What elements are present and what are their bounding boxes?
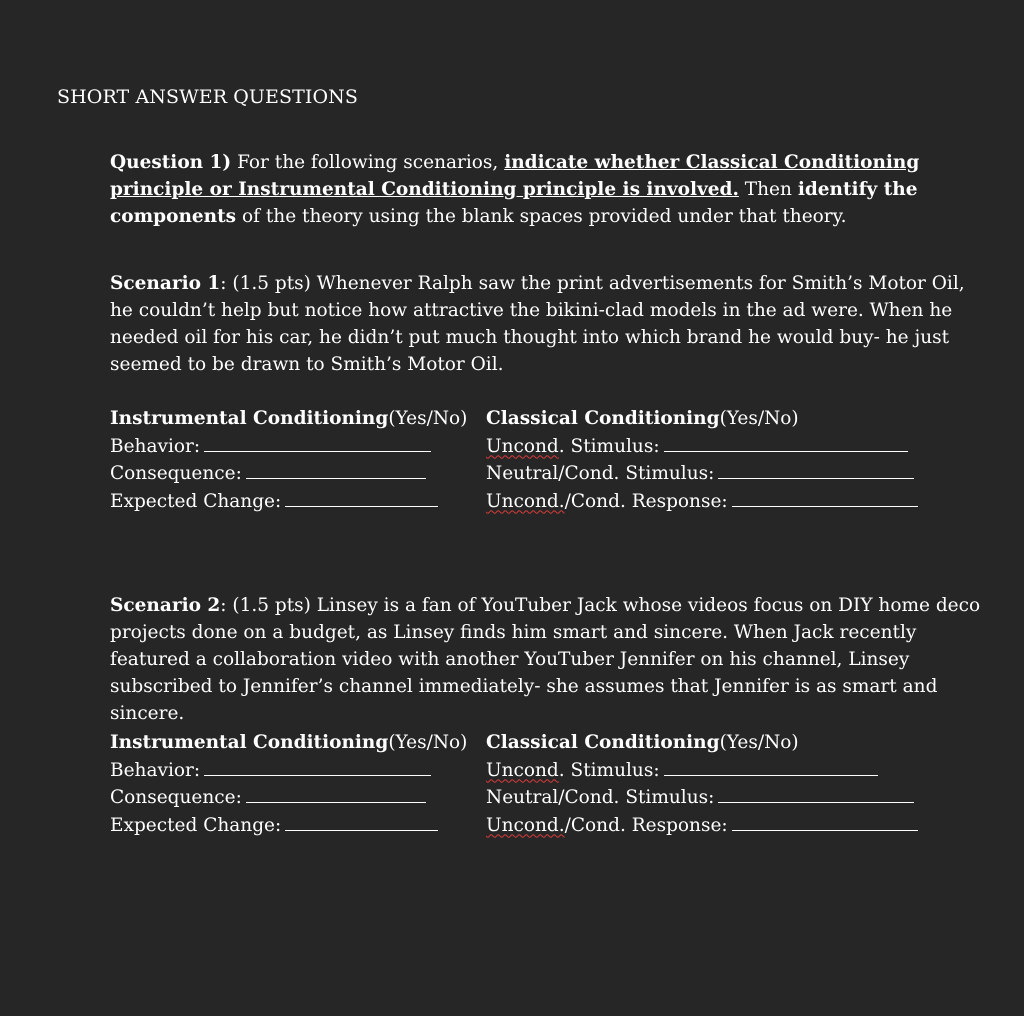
consequence-label: Consequence: [110, 463, 242, 484]
behavior-row [110, 433, 470, 461]
neutral-stimulus-blank[interactable] [718, 460, 914, 479]
consequence-row [110, 784, 470, 812]
scenario-1-label: Scenario 1 [110, 273, 221, 294]
expected-change-row [110, 488, 470, 516]
scenario-2 [110, 592, 990, 727]
uncond-stimulus-label: . Stimulus: [558, 759, 660, 781]
consequence-blank[interactable] [246, 460, 426, 479]
scenario-1-text: (1.5 pts) Whenever Ralph saw the print advertisements for Smith’s Motor Oil, he couldn’t help but notice how attractive the bikini-clad models in the ad were. When he needed oil for his car, he didn’t put much thought into which brand he would buy- he just seemed to be drawn to Smith’s Motor Oil. [110, 273, 965, 375]
uncond-stimulus-row [486, 757, 966, 785]
scenario-1 [110, 270, 990, 378]
instrumental-column [110, 405, 470, 515]
instrumental-title-row [110, 405, 470, 433]
uncond-response-label: /Cond. Response: [564, 490, 728, 512]
neutral-stimulus-label: Neutral/Cond. Stimulus: [486, 463, 715, 484]
uncond-stimulus-blank[interactable] [664, 433, 908, 452]
section-heading: SHORT ANSWER QUESTIONS [57, 86, 359, 108]
uncond-response-blank[interactable] [732, 812, 918, 831]
behavior-row [110, 757, 470, 785]
behavior-label: Behavior: [110, 759, 201, 781]
uncond-response-row [486, 488, 966, 516]
uncond-stimulus-row [486, 433, 966, 461]
neutral-stimulus-blank[interactable] [718, 784, 914, 803]
behavior-label: Behavior: [110, 435, 201, 457]
uncond-response-word: Uncond. [486, 490, 565, 512]
instrumental-title-row [110, 729, 470, 757]
question-1-bold-instruction: identify the components [110, 179, 918, 227]
uncond-stimulus-blank[interactable] [664, 757, 878, 776]
uncond-response-word: Uncond. [486, 814, 565, 836]
classical-yesno: (Yes/No) [719, 408, 799, 429]
behavior-blank[interactable] [204, 757, 431, 776]
instrumental-title: Instrumental Conditioning [110, 732, 389, 753]
neutral-stimulus-row [486, 784, 966, 812]
instrumental-title: Instrumental Conditioning [110, 408, 389, 429]
uncond-word: Uncond [486, 435, 559, 457]
consequence-blank[interactable] [246, 784, 426, 803]
question-1-label: Question 1) [110, 152, 232, 173]
expected-change-row [110, 812, 470, 840]
scenario-1-colon: : [220, 273, 227, 294]
instrumental-yesno: (Yes/No) [388, 408, 468, 429]
classical-title-row [486, 729, 966, 757]
scenario-2-colon: : [220, 595, 227, 616]
question-1-text-b: Then [738, 179, 798, 200]
expected-change-blank[interactable] [285, 812, 438, 831]
question-1-text-c: of the theory using the blank spaces provided under that theory. [236, 206, 847, 227]
question-1 [110, 149, 990, 230]
classical-yesno: (Yes/No) [719, 732, 799, 753]
expected-change-label: Expected Change: [110, 814, 282, 836]
uncond-response-blank[interactable] [732, 488, 918, 507]
classical-column [486, 405, 966, 515]
expected-change-label: Expected Change: [110, 490, 282, 512]
instrumental-column [110, 729, 470, 839]
classical-title: Classical Conditioning [486, 408, 720, 429]
consequence-label: Consequence: [110, 787, 242, 808]
classical-title-row [486, 405, 966, 433]
classical-title: Classical Conditioning [486, 732, 720, 753]
neutral-stimulus-label: Neutral/Cond. Stimulus: [486, 787, 715, 808]
uncond-response-row [486, 812, 966, 840]
behavior-blank[interactable] [204, 433, 431, 452]
instrumental-yesno: (Yes/No) [388, 732, 468, 753]
uncond-response-label: /Cond. Response: [564, 814, 728, 836]
uncond-word: Uncond [486, 759, 559, 781]
neutral-stimulus-row [486, 460, 966, 488]
uncond-stimulus-label: . Stimulus: [558, 435, 660, 457]
question-1-text-a: For the following scenarios, [231, 152, 505, 173]
consequence-row [110, 460, 470, 488]
classical-column [486, 729, 966, 839]
scenario-2-label: Scenario 2 [110, 595, 221, 616]
scenario-2-text: (1.5 pts) Linsey is a fan of YouTuber Jack whose videos focus on DIY home deco projects done on a budget, as Linsey finds him smart and sincere. When Jack recently featured a collaboration video with another YouTuber Jennifer on his channel, Linsey subscribed to Jennifer’s channel immediately- she assumes that Jennifer is as smart and sincere. [110, 595, 981, 724]
expected-change-blank[interactable] [285, 488, 438, 507]
question-1-underlined-instruction: indicate whether Classical Conditioning principle or Instrumental Conditioning principle is involved. [110, 152, 920, 200]
